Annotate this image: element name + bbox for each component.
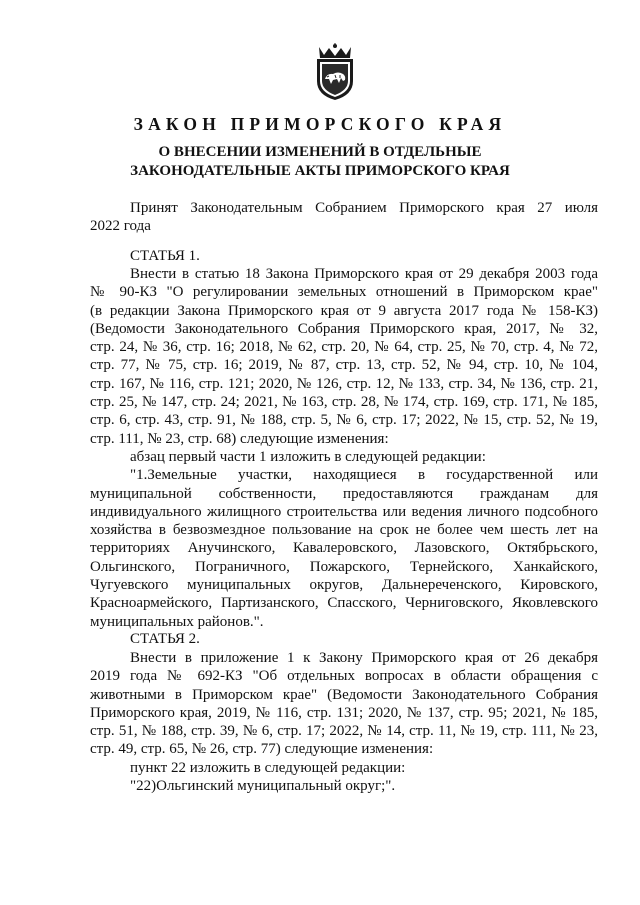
adoption-line: 2022 года [90, 218, 151, 235]
law-title: ЗАКОН ПРИМОРСКОГО КРАЯ [133, 114, 507, 134]
article-1-body [90, 265, 598, 631]
adoption-note [90, 199, 598, 236]
text-line: стр. 77, № 75, стр. 16; 2019, № 87, стр. 13, стр. 52, № 94, стр. 10, № 104, [90, 357, 598, 374]
coat-of-arms-emblem [313, 43, 357, 101]
text-line: стр. 111, № 23, стр. 68) следующие изменения: [90, 430, 389, 447]
adoption-line: Принят Законодательным Собранием Приморского края 27 июля [130, 200, 598, 216]
text-line: стр. 24, № 36, стр. 16; 2018, № 62, стр. 20, № 64, стр. 25, № 70, стр. 4, № 72, [90, 339, 598, 356]
text-line: Внести в статью 18 Закона Приморского края от 29 декабря 2003 года [130, 266, 598, 282]
text-line: (в редакции Закона Приморского края от 9 августа 2017 года № 158-КЗ) [90, 302, 598, 319]
instruction-line: пункт 22 изложить в следующей редакции: [130, 759, 406, 776]
text-line: 2019 года № 692-КЗ "Об отдельных вопросах в области обращения с [90, 668, 598, 685]
text-line: животными в Приморском крае" (Ведомости Законодательного Собрания [90, 686, 598, 703]
quote-line: Чугуевского муниципальных округов, Дальнереченского, Кировского, [90, 577, 598, 594]
law-subtitle [90, 143, 550, 181]
article-1-heading: СТАТЬЯ 1. [130, 248, 200, 264]
text-line: стр. 49, стр. 65, № 26, стр. 77) следующие изменения: [90, 741, 434, 758]
quote-line: Ольгинского, Пограничного, Пожарского, Тернейского, Ханкайского, [90, 558, 598, 575]
quote-line: "1.Земельные участки, находящиеся в государственной или [130, 467, 598, 484]
quote-line: индивидуального жилищного строительства или ведения личного подсобного [90, 503, 598, 520]
subtitle-line: ЗАКОНОДАТЕЛЬНЫЕ АКТЫ ПРИМОРСКОГО КРАЯ [130, 163, 510, 179]
text-line: стр. 167, № 116, стр. 121; 2020, № 126, стр. 12, № 133, стр. 34, № 136, стр. 21, [90, 375, 598, 392]
quote-line: "22)Ольгинский муниципальный округ;". [130, 778, 396, 795]
quote-line: территориях Анучинского, Кавалеровского, Лазовского, Октябрьского, [90, 540, 598, 557]
text-line: стр. 6, стр. 43, стр. 91, № 188, стр. 5, № 6, стр. 17; 2022, № 15, стр. 52, № 19, [90, 412, 598, 429]
article-2-heading: СТАТЬЯ 2. [130, 631, 200, 647]
quote-line: хозяйства в безвозмездное пользование на срок не более чем шесть лет на [90, 522, 598, 539]
subtitle-line: О ВНЕСЕНИИ ИЗМЕНЕНИЙ В ОТДЕЛЬНЫЕ [158, 144, 482, 160]
text-line: Приморского края, 2019, № 116, стр. 131; 2020, № 137, стр. 95; 2021, № 185, [90, 704, 598, 721]
text-line: (Ведомости Законодательного Собрания Приморского края, 2017, № 32, [90, 320, 598, 337]
text-line: Внести в приложение 1 к Закону Приморского края от 26 декабря [130, 650, 598, 666]
text-line: № 90-КЗ "О регулировании земельных отношений в Приморском крае" [90, 284, 598, 301]
quote-line: муниципальных районов.". [90, 613, 264, 630]
text-line: стр. 25, № 147, стр. 24; 2021, № 163, стр. 28, № 174, стр. 169, стр. 171, № 185, [90, 394, 598, 411]
text-line: стр. 51, № 188, стр. 39, № 6, стр. 17; 2022, № 14, стр. 11, № 19, стр. 111, № 23, [90, 723, 598, 740]
quote-line: муниципальной собственности, предоставляются гражданам для [90, 485, 598, 502]
quote-line: Красноармейского, Партизанского, Спасского, Черниговского, Яковлевского [90, 595, 598, 612]
instruction-line: абзац первый части 1 изложить в следующей редакции: [130, 448, 486, 465]
article-2-body [90, 649, 598, 795]
